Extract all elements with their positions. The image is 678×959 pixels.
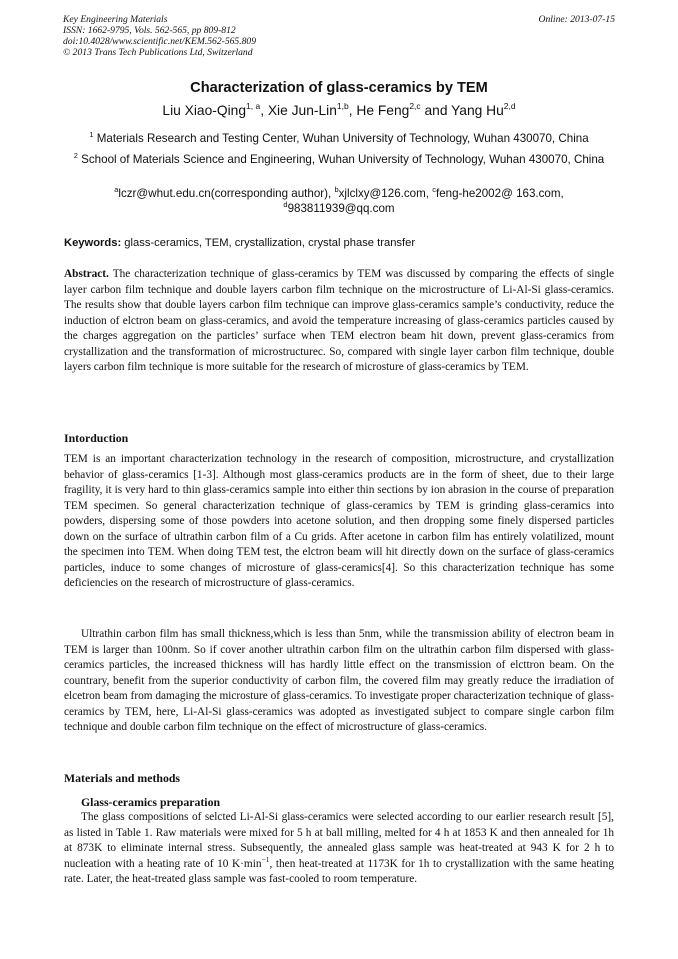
email-mark: a — [114, 185, 119, 194]
issn-pages: ISSN: 1662-9795, Vols. 562-565, pp 809-812 — [63, 25, 236, 36]
email-b: xjlclxy@126.com, — [338, 187, 433, 200]
author-affiliation-mark: 2,c — [409, 101, 421, 111]
author-separator: , — [260, 103, 268, 118]
section-heading-introduction: Intorduction — [64, 431, 129, 445]
materials-text-end: , then heat-treated at 1173K for 1h to crystallization with the same heating rate. Later, the heat-treated glass sample was fast-cooled to room temperature. — [64, 857, 614, 885]
author-affiliation-mark: 2,d — [503, 101, 516, 111]
keywords — [64, 237, 614, 249]
copyright: © 2013 Trans Tech Publications Ltd, Switzerland — [63, 47, 253, 58]
affiliation-text: Materials Research and Testing Center, Wuhan University of Technology, Wuhan 430070, China — [96, 132, 589, 145]
author-affiliation-mark: 1, a — [246, 101, 261, 111]
journal-header — [63, 14, 615, 58]
email-mark: b — [334, 185, 339, 194]
doi: doi:10.4028/www.scientific.net/KEM.562-565.809 — [63, 36, 257, 47]
keywords-label: Keywords: — [64, 237, 122, 249]
email-mark: d — [283, 200, 288, 209]
email-c: feng-he2002@ 163.com, — [435, 187, 564, 200]
abstract-label: Abstract. — [64, 268, 109, 280]
email-d: 983811939@qq.com — [287, 202, 395, 215]
author-name: He Feng — [356, 103, 410, 118]
materials-paragraph — [64, 810, 614, 888]
online-date: Online: 2013-07-15 — [538, 14, 615, 25]
email-mark: c — [432, 185, 436, 194]
author-affiliation-mark: 1,b — [336, 101, 349, 111]
introduction-paragraph-1: TEM is an important characterization technology in the research of composition, microstructure, and crystallization behavior of glass-ceramics [1-3]. Although most glass-ceramics products are in the form of sheet, due to their large fragility, it is very hard to thin glass-ceramics sample into either thin sections by ion abrasion in the course of preparation TEM specimen. So general characterization technique of glass-ceramics by TEM is grinding glass-ceramics into powders, dispersing some of those powders into acetone solution, and then dropping some finely dispersed particles down on the surface of ultrathin carbon film of a Cu grids. After acetone in carbon film has entirely volatilized, mount the specimen into TEM. When doing TEM test, the elctron beam will hit directly down on the surface of glass-ceramics particles, induce to some changes of microsture of glass-ceramics[4]. So this characterization technique has some deficiencies on the research of microstructure of glass-ceramics. — [64, 453, 614, 589]
materials-text-start: The glass compositions of selcted Li-Al-Si glass-ceramics were selected according to our earlier research result [5], as listed in Table 1. Raw materials were mixed for 5 h at ball milling, melted for 4 h at 1853 K and then annealed for 1h at 873K to eliminate internal stress. Subsequently, the annealed glass sample was heat-treated at 943 K for 2 h to nucleation with a heating rate of 10 K·min — [64, 811, 614, 870]
author-name: Liu Xiao-Qing — [162, 103, 246, 118]
unit-exponent: −1 — [261, 854, 270, 864]
introduction-paragraph-2: Ultrathin carbon film has small thickness,which is less than 5nm, while the transmission ability of electron beam in TEM is larger than 100nm. So if cover another ultrathin carbon film on the ultrathin carbon film dispersed with glass-ceramics particles, the increased thickness will has hardly little effect on the transmission of elcttron beam. On the countrary, benefit from the superior conductivity of carbon film, the covered film may greatly reduce the irradiation of elcetron beam from damaging the microsture of glass-ceramics. To investigate proper characterization technique of glass-ceramics by TEM, here, Li-Al-Si glass-ceramics was adopted as investigated subject to compare single carbon film technique and double carbon film technique on the effect of microstructure of glass-ceramics. — [64, 628, 614, 733]
affiliation-mark: 1 — [89, 130, 94, 139]
author-list — [0, 103, 678, 118]
section-heading-materials: Materials and methods — [64, 771, 180, 785]
email-a: lczr@whut.edu.cn(corresponding author), — [118, 187, 335, 200]
journal-name: Key Engineering Materials — [63, 14, 168, 25]
affiliation-text: School of Materials Science and Engineering, Wuhan University of Technology, Wuhan 430070, China — [81, 153, 605, 166]
abstract — [64, 267, 614, 376]
abstract-text: The characterization technique of glass-ceramics by TEM was discussed by comparing the effects of single layer carbon film technique and double layers carbon film technique on the microstructure of Li-Al-Si glass-ceramics. The results show that double layers carbon film technique can improve glass-ceramics sample’s conductivity, reduce the induction of elctron beam on glass-ceramics, and avoid the temperature increasing of glass-ceramics particles caused by the charges aggregation on the particles’ surface when TEM electron beam hit down, prevent glass-ceramics from crystallization and the transformation of microstructurec. So, compared with single layer carbon film technique, double layers carbon film technique is more suitable for the research of microsture of glass-ceramics by TEM. — [64, 268, 614, 373]
keywords-text: glass-ceramics, TEM, crystallization, crystal phase transfer — [121, 237, 416, 249]
author-name: Yang Hu — [451, 103, 504, 118]
author-emails — [64, 186, 614, 216]
affiliation-mark: 2 — [73, 151, 78, 160]
affiliation-1 — [64, 131, 614, 147]
affiliation-2 — [64, 152, 614, 168]
subsection-heading-preparation: Glass-ceramics preparation — [81, 795, 221, 809]
author-separator: , — [348, 103, 357, 118]
author-name: Xie Jun-Lin — [267, 103, 337, 118]
paper-title: Characterization of glass-ceramics by TEM — [190, 80, 488, 96]
author-separator: and — [420, 103, 452, 118]
